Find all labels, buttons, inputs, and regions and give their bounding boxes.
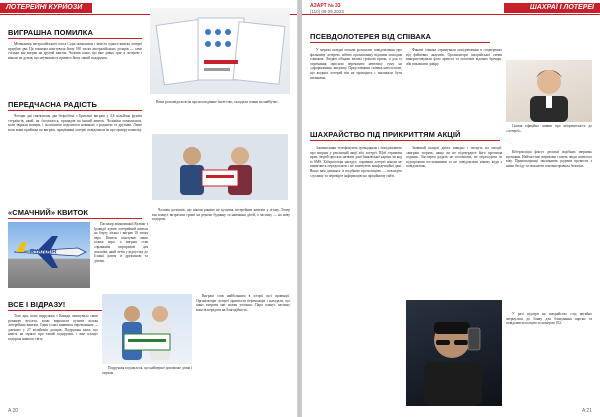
left-page	[0, 0, 298, 417]
article-text-6-col3b: У разі підозри на шахрайство слід негайно звернутися до банку для блокування картки та повідомити поліцію за номером 102.	[506, 312, 592, 326]
article-title-1: ВИГРАШНА ПОМИЛКА	[8, 28, 142, 39]
lottery-tickets-photo	[150, 8, 290, 94]
article-text-6-col3: Кіберполіція фіксує десятки подібних звернень щотижня. Найчастіше жертвами стають люди похилого віку. Правоохоронці закликають родичів провести з ними бесіду та пояснити основні правила безпеки.	[506, 150, 592, 168]
photo-caption: Співак офіційно заявив про непричетність до «лотереї».	[506, 124, 592, 133]
scammer-phone-photo	[406, 300, 502, 406]
article-text-4-col3: Виграш став найбільшим в історії цієї провінції. Організатори лотереї привітали переможців і нагадали, що шанс виграти має кожен учасник. Пара планує частину коштів передати на благодійність.	[196, 294, 290, 312]
article-text-6: Зловмисники телефонують громадянам і повідомляють про виграш у рекламній акції або лотереї. Щоб отримати приз, людей просять назвати дані банківської картки чи код із SMS. Кіберполіція нагадує: справжні лотереї ніколи не вимагають передоплати і не запитують конфіденційні дані. Якщо вам дзвонять із подібною пропозицією — покладіть слухавку та перевірте інформацію на офіційному сайті.	[310, 146, 402, 178]
article-title-4: ВСЕ І ВІДРАЗУ!	[8, 300, 142, 311]
article-text-3-cont: Чоловік розповів, що ніколи раніше не купував лотерейних квитків у літаку. Тепер він планує витратити гроші на ремонт будинку та навчання дітей, а частину — на нову подорож.	[152, 208, 290, 222]
article-title-5: ПСЕВДОЛОТЕРЕЯ ВІД СПІВАКА	[310, 32, 490, 43]
section-tab-left: ЛОТЕРЕЙНІ КУРЙОЗИ	[0, 3, 92, 13]
article-text-4-cont: Подружжя поділилося, що найперше допоможе дітям і онукам.	[102, 366, 192, 375]
singer-photo	[506, 60, 592, 122]
article-text-3: Пасажир авіакомпанії Ryanair з Ірландії купив лотерейний квиток на борту літака і виграв 10 тисяч євро. Квиток коштував лише кілька євро, а виграш став справжнім сюрпризом для чоловіка, який летів у відпустку до Іспанії разом із дружиною та дітьми.	[94, 222, 148, 263]
svg-text:RYANAIR: RYANAIR	[30, 249, 57, 256]
article-title-3: «СМАЧНИЙ» КВИТОК	[8, 208, 142, 219]
article-title-6: ШАХРАЙСТВО ПІД ПРИКРИТТЯМ АКЦІЙ	[310, 130, 500, 141]
article-text-4: Того дня, коли подружжя з Канади святкувало свою річницю весілля, вони вирішили купити кілька лотерейних квитків. Один із них виявився переможним — джекпот у 27 мільйонів доларів. Подружжя каже, що навіть не мріяло про такий подарунок, і вже планує подорож навколо світу.	[8, 314, 98, 341]
top-rule-right	[302, 14, 600, 15]
article-text-2: Чотири дні святкували два безробітні з Британії виграш у 4,6 мільйона фунтів стерлінгів, який, як з'ясувалося, припадав на інший квиток. Чоловіки помилилися, коли звіряли номери, і поспішили поділитися новиною з родиною та друзями. Лише коли вони прийшли по виграш, працівники лотереї повідомили їм про прикру помилку.	[8, 114, 142, 132]
right-page	[302, 0, 600, 417]
article-text-6-cont: Зазвичай шахраї діють швидко і тиснуть на емоції: «виграш згорить, якщо ви не підтвердите його протягом години». Експерти радять не поспішати, не переходити за підозрілими посиланнями та не повідомляти нікому коди з повідомлень.	[406, 146, 502, 169]
article-text-5: У мережі шахраї почали розсилати повідомлення про фальшиву лотерею, нібито організовану відомим молодим співаком. Людям обіцяли великі грошові призи, а для їх отримання просили переказати невелику суму на «оформлення» виграшу. Представники співака наголосили, що жодних лотерей він не проводить і закликали бути пильними.	[310, 48, 402, 80]
article-text-1: Мешканець австралійського міста Сідні помилився і замість одного квитка лотереї придбав два. Ця помилка коштувала йому 180 тисяч австралійських доларів — саме стільки він виграв на другий квиток. Чоловік каже, що вже давно грає в лотерею і ніколи не думав, що неуважність принесе йому такий подарунок.	[8, 42, 142, 60]
article-title-2: ПЕРЕДЧАСНА РАДІСТЬ	[8, 100, 142, 111]
winners-photo	[152, 134, 288, 200]
page-number-left: A 20	[8, 408, 19, 414]
page-number-right: A 21	[581, 408, 592, 414]
airplane-photo	[8, 222, 90, 288]
section-tab-right: ШАХРАЇ І ЛОТЕРЕЇ	[504, 3, 600, 13]
issue-label: АЗАРТ № 33 (110) 09.09.2022	[310, 3, 344, 14]
article-text-2-cont: Вони розповідали всім про несподіване багатство, складали плани на майбутнє.	[156, 100, 279, 104]
article-text-5-cont: Фанати співака отримували повідомлення в соцмережах від фейкових акаунтів. Організатори шахрайської схеми використовували фото артиста та логотипи відомих брендів, аби викликати довіру.	[406, 48, 502, 66]
couple-photo	[102, 294, 192, 364]
